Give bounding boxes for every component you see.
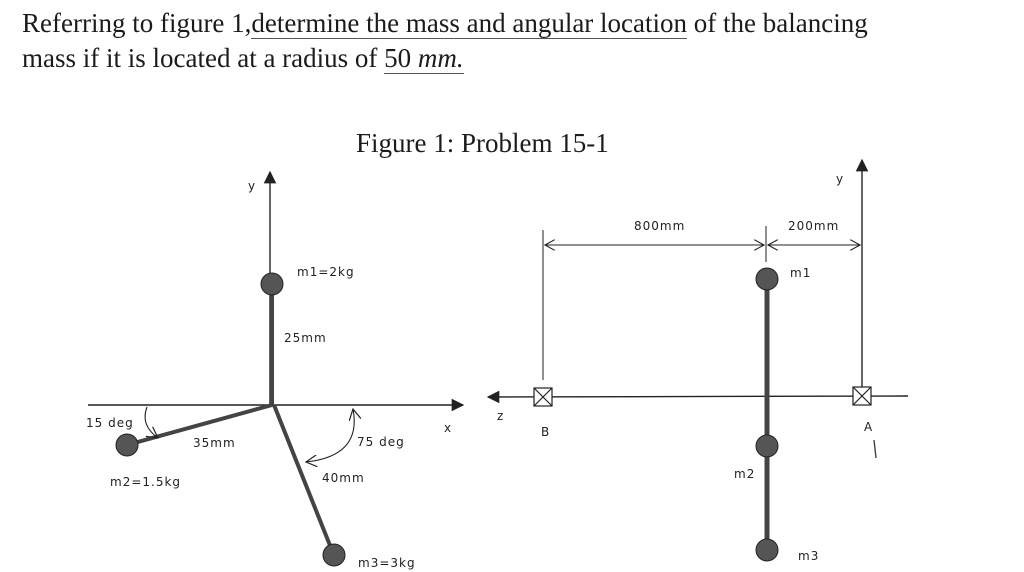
bearing-a-pencil-mark [874, 440, 876, 458]
m1-label: m1=2kg [297, 265, 355, 279]
m3-radius-label: 40mm [322, 471, 365, 485]
side-view [488, 160, 908, 563]
bearing-b-symbol [534, 388, 552, 406]
side-m2-mass [756, 435, 778, 457]
bearing-a-label: A [864, 420, 874, 434]
problem-line1-underlined: determine the mass and angular location [251, 8, 688, 38]
m1-radius-label: 25mm [284, 331, 327, 345]
figure-title: Figure 1: Problem 15-1 [356, 128, 609, 158]
dim-800-label: 800mm [634, 219, 686, 233]
problem-line1-suffix: of the balancing [687, 8, 868, 38]
m2-angle-arc [145, 407, 158, 438]
side-m2-label: m2 [734, 467, 756, 481]
side-m3-label: m3 [798, 549, 820, 563]
radius-value: 50 [384, 43, 412, 73]
m2-label: m2=1.5kg [110, 475, 182, 489]
m3-angle-label: 75 deg [357, 435, 405, 449]
side-m1-label: m1 [790, 266, 812, 280]
problem-line1-prefix: Referring to figure 1, [22, 8, 252, 38]
m3-angle-arc [306, 409, 354, 462]
end-view [86, 172, 463, 570]
dim-200-label: 200mm [788, 219, 840, 233]
x-axis-label: x [444, 421, 453, 435]
m3-label: m3=3kg [358, 556, 416, 570]
y-axis-label: y [248, 179, 257, 193]
m3-mass [323, 544, 345, 566]
m1-mass [261, 273, 283, 295]
m2-radius-label: 35mm [193, 436, 236, 450]
side-m1-mass [756, 268, 778, 290]
bearing-a-symbol [853, 387, 871, 405]
m2-angle-label: 15 deg [86, 416, 134, 430]
bearing-b-label: B [541, 425, 551, 439]
radius-unit: mm. [417, 43, 464, 73]
side-y-axis-label: y [836, 172, 845, 186]
side-m3-mass [756, 539, 778, 561]
m2-mass [116, 434, 138, 456]
z-axis-label: z [497, 409, 505, 423]
problem-line2-prefix: mass if it is located at a radius of [22, 43, 385, 73]
